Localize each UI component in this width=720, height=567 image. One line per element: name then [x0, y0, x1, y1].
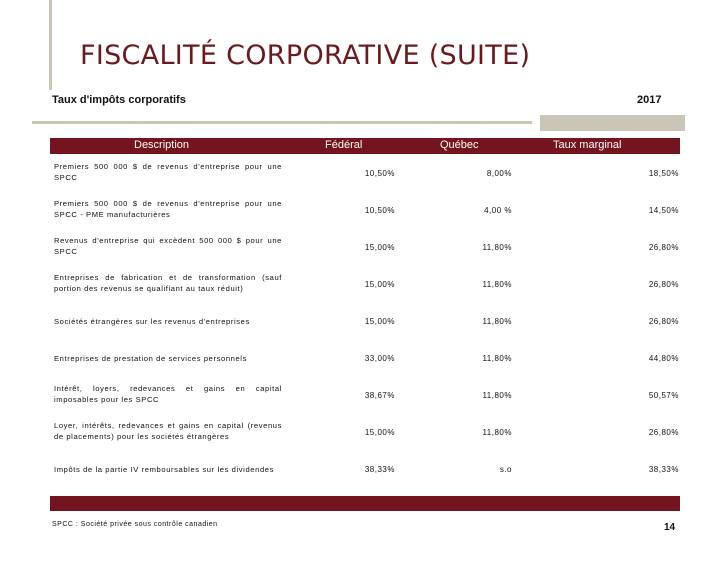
- footnote: SPCC : Société privée sous contrôle canadien: [52, 521, 218, 528]
- table-footer-bar: [50, 496, 680, 511]
- row-quebec: 4,00 %: [484, 206, 512, 215]
- row-federal: 10,50%: [364, 169, 395, 178]
- row-federal: 15,00%: [364, 243, 395, 252]
- accent-box: [540, 115, 685, 131]
- subtitle: Taux d'impôts corporatifs: [52, 94, 186, 106]
- row-marginal: 26,80%: [648, 280, 679, 289]
- row-quebec: 8,00%: [486, 169, 512, 178]
- row-federal: 15,00%: [364, 428, 395, 437]
- table-row: [50, 451, 680, 488]
- table-row: [50, 303, 680, 340]
- row-federal: 10,50%: [364, 206, 395, 215]
- row-federal: 33,00%: [364, 354, 395, 363]
- row-federal: 15,00%: [364, 317, 395, 326]
- row-quebec: 11,80%: [482, 280, 512, 289]
- header-description: Description: [134, 139, 190, 151]
- row-marginal: 26,80%: [648, 243, 679, 252]
- row-description: Premiers 500 000 $ de revenus d'entreprise pour une SPCC: [54, 162, 282, 182]
- table-row: [50, 414, 680, 451]
- row-federal: 38,33%: [364, 465, 395, 474]
- row-description: Sociétés étrangères sur les revenus d'entreprises: [54, 317, 250, 326]
- row-federal: 38,67%: [364, 391, 395, 400]
- table-header: [50, 138, 680, 154]
- row-quebec: 11,80%: [482, 428, 512, 437]
- accent-vertical-line: [49, 0, 52, 90]
- row-quebec: 11,80%: [482, 354, 512, 363]
- row-marginal: 50,57%: [648, 391, 679, 400]
- page-title: FISCALITÉ CORPORATIVE (SUITE): [80, 40, 531, 71]
- table-body: [50, 155, 680, 488]
- row-quebec: 11,80%: [482, 317, 512, 326]
- row-quebec: 11,80%: [482, 243, 512, 252]
- row-description: Entreprises de prestation de services personnels: [54, 354, 247, 363]
- table-row: [50, 266, 680, 303]
- year-label: 2017: [637, 94, 662, 106]
- row-description: Impôts de la partie IV remboursables sur les dividendes: [54, 465, 274, 474]
- row-quebec: s.o: [499, 465, 512, 474]
- header-federal: Fédéral: [325, 139, 363, 151]
- table-row: [50, 192, 680, 229]
- row-description: Premiers 500 000 $ de revenus d'entreprise pour une SPCC - PME manufacturières: [54, 199, 282, 219]
- row-description: Revenus d'entreprise qui excèdent 500 000 $ pour une SPCC: [54, 236, 282, 256]
- accent-horizontal-line: [32, 121, 532, 124]
- table-row: [50, 340, 680, 377]
- page-number: 14: [664, 522, 676, 533]
- table-row: [50, 155, 680, 192]
- row-description: Intérêt, loyers, redevances et gains en capital imposables pour les SPCC: [54, 384, 282, 404]
- row-description: Entreprises de fabrication et de transformation (sauf portion des revenus se qualifiant au taux réduit): [54, 273, 282, 293]
- row-federal: 15,00%: [364, 280, 395, 289]
- header-marginal: Taux marginal: [553, 139, 622, 151]
- row-marginal: 38,33%: [648, 465, 679, 474]
- row-marginal: 26,80%: [648, 428, 679, 437]
- row-marginal: 14,50%: [648, 206, 679, 215]
- row-marginal: 26,80%: [648, 317, 679, 326]
- row-quebec: 11,80%: [482, 391, 512, 400]
- table-row: [50, 229, 680, 266]
- table-row: [50, 377, 680, 414]
- header-quebec: Québec: [440, 139, 479, 151]
- row-marginal: 18,50%: [648, 169, 679, 178]
- row-marginal: 44,80%: [648, 354, 679, 363]
- row-description: Loyer, intérêts, redevances et gains en capital (revenus de placements) pour les sociétés étrangères: [54, 421, 282, 441]
